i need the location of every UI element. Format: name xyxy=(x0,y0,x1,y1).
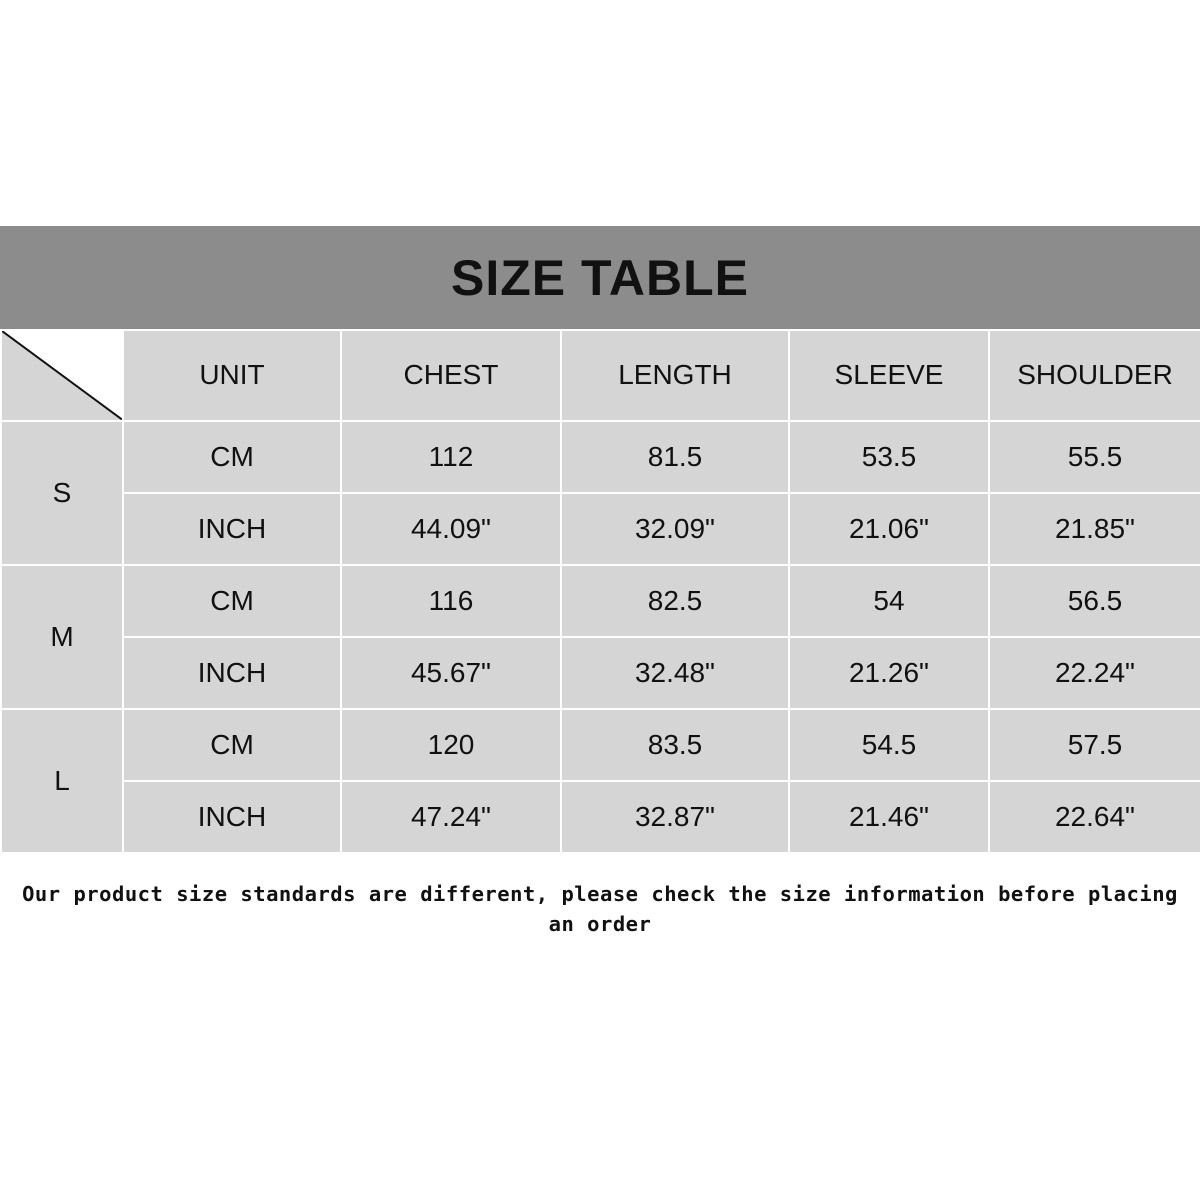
table-row xyxy=(1,709,1200,781)
value-shoulder: 22.24" xyxy=(989,637,1200,709)
column-header-chest: CHEST xyxy=(341,330,561,421)
value-shoulder: 22.64" xyxy=(989,781,1200,853)
page-title: SIZE TABLE xyxy=(451,249,749,306)
value-shoulder: 57.5 xyxy=(989,709,1200,781)
column-header-sleeve: SLEEVE xyxy=(789,330,989,421)
unit-label-cm: CM xyxy=(123,709,341,781)
value-shoulder: 21.85" xyxy=(989,493,1200,565)
size-table-banner xyxy=(0,226,1200,329)
value-length: 81.5 xyxy=(561,421,789,493)
table-corner-cell xyxy=(1,330,123,421)
unit-label-inch: INCH xyxy=(123,493,341,565)
table-row xyxy=(1,781,1200,853)
value-sleeve: 21.46" xyxy=(789,781,989,853)
table-row xyxy=(1,493,1200,565)
value-length: 82.5 xyxy=(561,565,789,637)
table-row xyxy=(1,421,1200,493)
value-sleeve: 21.26" xyxy=(789,637,989,709)
value-chest: 112 xyxy=(341,421,561,493)
table-row xyxy=(1,565,1200,637)
value-chest: 116 xyxy=(341,565,561,637)
table-row xyxy=(1,637,1200,709)
value-sleeve: 54 xyxy=(789,565,989,637)
column-header-shoulder: SHOULDER xyxy=(989,330,1200,421)
size-label-m: M xyxy=(1,565,123,709)
value-length: 32.48" xyxy=(561,637,789,709)
unit-label-cm: CM xyxy=(123,565,341,637)
value-chest: 45.67" xyxy=(341,637,561,709)
size-disclaimer-note: Our product size standards are different, please check the size information before placing an order xyxy=(22,882,1178,936)
value-sleeve: 54.5 xyxy=(789,709,989,781)
value-sleeve: 21.06" xyxy=(789,493,989,565)
unit-label-inch: INCH xyxy=(123,781,341,853)
value-shoulder: 55.5 xyxy=(989,421,1200,493)
size-label-l: L xyxy=(1,709,123,853)
table-header-row xyxy=(1,330,1200,421)
unit-label-inch: INCH xyxy=(123,637,341,709)
value-length: 32.09" xyxy=(561,493,789,565)
diagonal-divider-icon xyxy=(2,331,122,420)
column-header-unit: UNIT xyxy=(123,330,341,421)
value-sleeve: 53.5 xyxy=(789,421,989,493)
value-length: 32.87" xyxy=(561,781,789,853)
value-chest: 120 xyxy=(341,709,561,781)
size-table xyxy=(0,329,1200,854)
size-label-s: S xyxy=(1,421,123,565)
column-header-length: LENGTH xyxy=(561,330,789,421)
value-shoulder: 56.5 xyxy=(989,565,1200,637)
value-chest: 47.24" xyxy=(341,781,561,853)
value-length: 83.5 xyxy=(561,709,789,781)
value-chest: 44.09" xyxy=(341,493,561,565)
unit-label-cm: CM xyxy=(123,421,341,493)
